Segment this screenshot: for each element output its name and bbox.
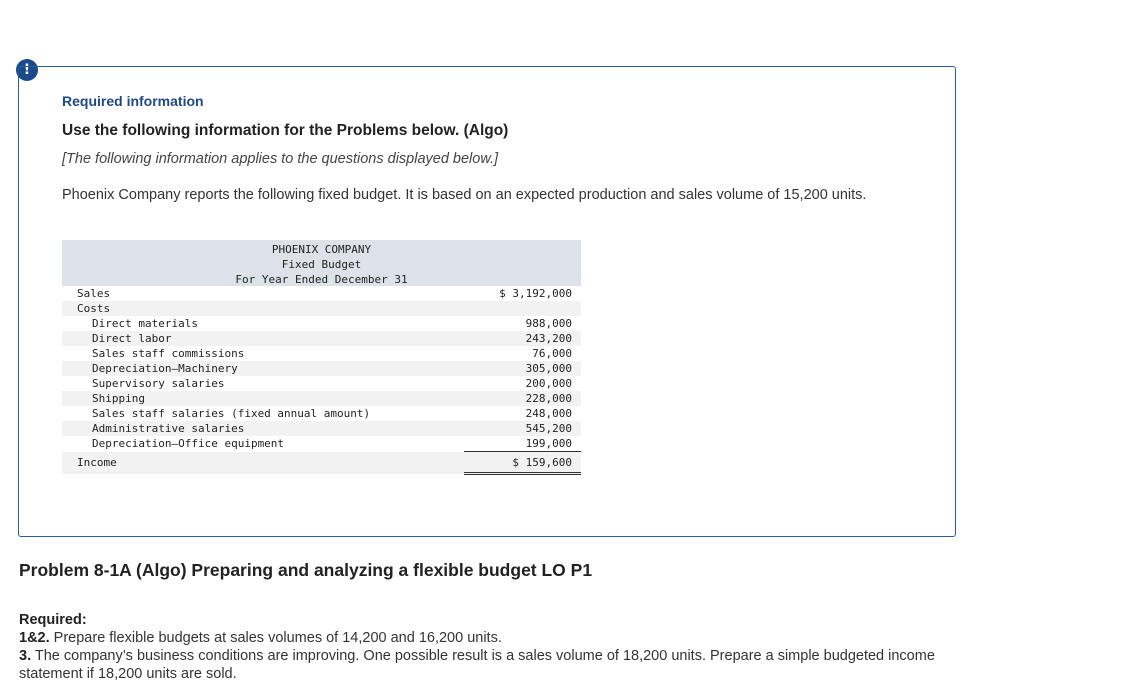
item2-label: 3. (19, 648, 32, 664)
cost-value: 200,000 (525, 377, 572, 390)
sales-label: Sales (77, 287, 111, 300)
cost-label: Sales staff commissions (92, 347, 245, 360)
cost-label: Direct labor (92, 332, 172, 345)
cost-row (62, 346, 581, 361)
cost-value: 248,000 (525, 407, 572, 420)
applies-note: [The following information applies to the questions displayed below.] (62, 151, 499, 167)
income-row (62, 452, 581, 474)
cost-label: Sales staff salaries (fixed annual amount) (92, 407, 371, 420)
use-following-heading: Use the following information for the Problems below. (Algo) (62, 122, 509, 139)
costs-label: Costs (77, 302, 111, 315)
required-information-heading: Required information (62, 93, 204, 109)
required-item-3 (19, 647, 979, 683)
cost-value: 545,200 (525, 422, 572, 435)
cost-value: 228,000 (525, 392, 572, 405)
double-rule-top (464, 472, 581, 473)
required-information-panel (18, 66, 956, 537)
cost-row (62, 361, 581, 376)
costs-row (62, 301, 581, 316)
item1-text: Prepare flexible budgets at sales volumes of 14,200 and 16,200 units. (49, 630, 502, 646)
cost-value: 305,000 (525, 362, 572, 375)
required-item-1 (19, 629, 979, 647)
income-label: Income (77, 456, 117, 469)
cost-row (62, 421, 581, 436)
cost-value: 76,000 (532, 347, 572, 360)
alert-icon: ! (16, 59, 38, 81)
fixed-budget-table (62, 240, 581, 474)
problem-title: Problem 8-1A (Algo) Preparing and analyzing a flexible budget LO P1 (19, 560, 593, 580)
income-value: $ 159,600 (512, 456, 572, 469)
sales-row (62, 286, 581, 301)
cost-value: 243,200 (525, 332, 572, 345)
budget-period: For Year Ended December 31 (235, 273, 408, 286)
item1-label: 1&2. (19, 630, 50, 646)
cost-row (62, 391, 581, 406)
cost-label: Shipping (92, 392, 145, 405)
budget-header (62, 240, 581, 286)
cost-row (62, 376, 581, 391)
budget-title: Fixed Budget (281, 258, 362, 271)
cost-row (62, 316, 581, 331)
cost-value: 988,000 (525, 317, 572, 330)
required-label: Required: (19, 612, 87, 628)
intro-paragraph: Phoenix Company reports the following fixed budget. It is based on an expected production and sales volume of 15,200 units. (62, 187, 867, 203)
item2-text: The company’s business conditions are improving. One possible result is a sales volume of 18,200 units. Prepare a simple budgeted income statement if 18,200 units are sold. (19, 648, 935, 682)
cost-row (62, 406, 581, 421)
cost-row (62, 331, 581, 346)
cost-value: 199,000 (525, 437, 572, 450)
cost-label: Direct materials (92, 317, 198, 330)
double-rule-bottom (464, 474, 581, 475)
required-section (19, 611, 979, 683)
cost-label: Depreciation—Machinery (92, 362, 238, 375)
cost-label: Administrative salaries (92, 422, 245, 435)
company-name: PHOENIX COMPANY (271, 243, 372, 256)
sales-value: $ 3,192,000 (499, 287, 572, 300)
cost-label: Depreciation—Office equipment (92, 437, 285, 450)
cost-label: Supervisory salaries (92, 377, 225, 390)
cost-row (62, 436, 581, 452)
